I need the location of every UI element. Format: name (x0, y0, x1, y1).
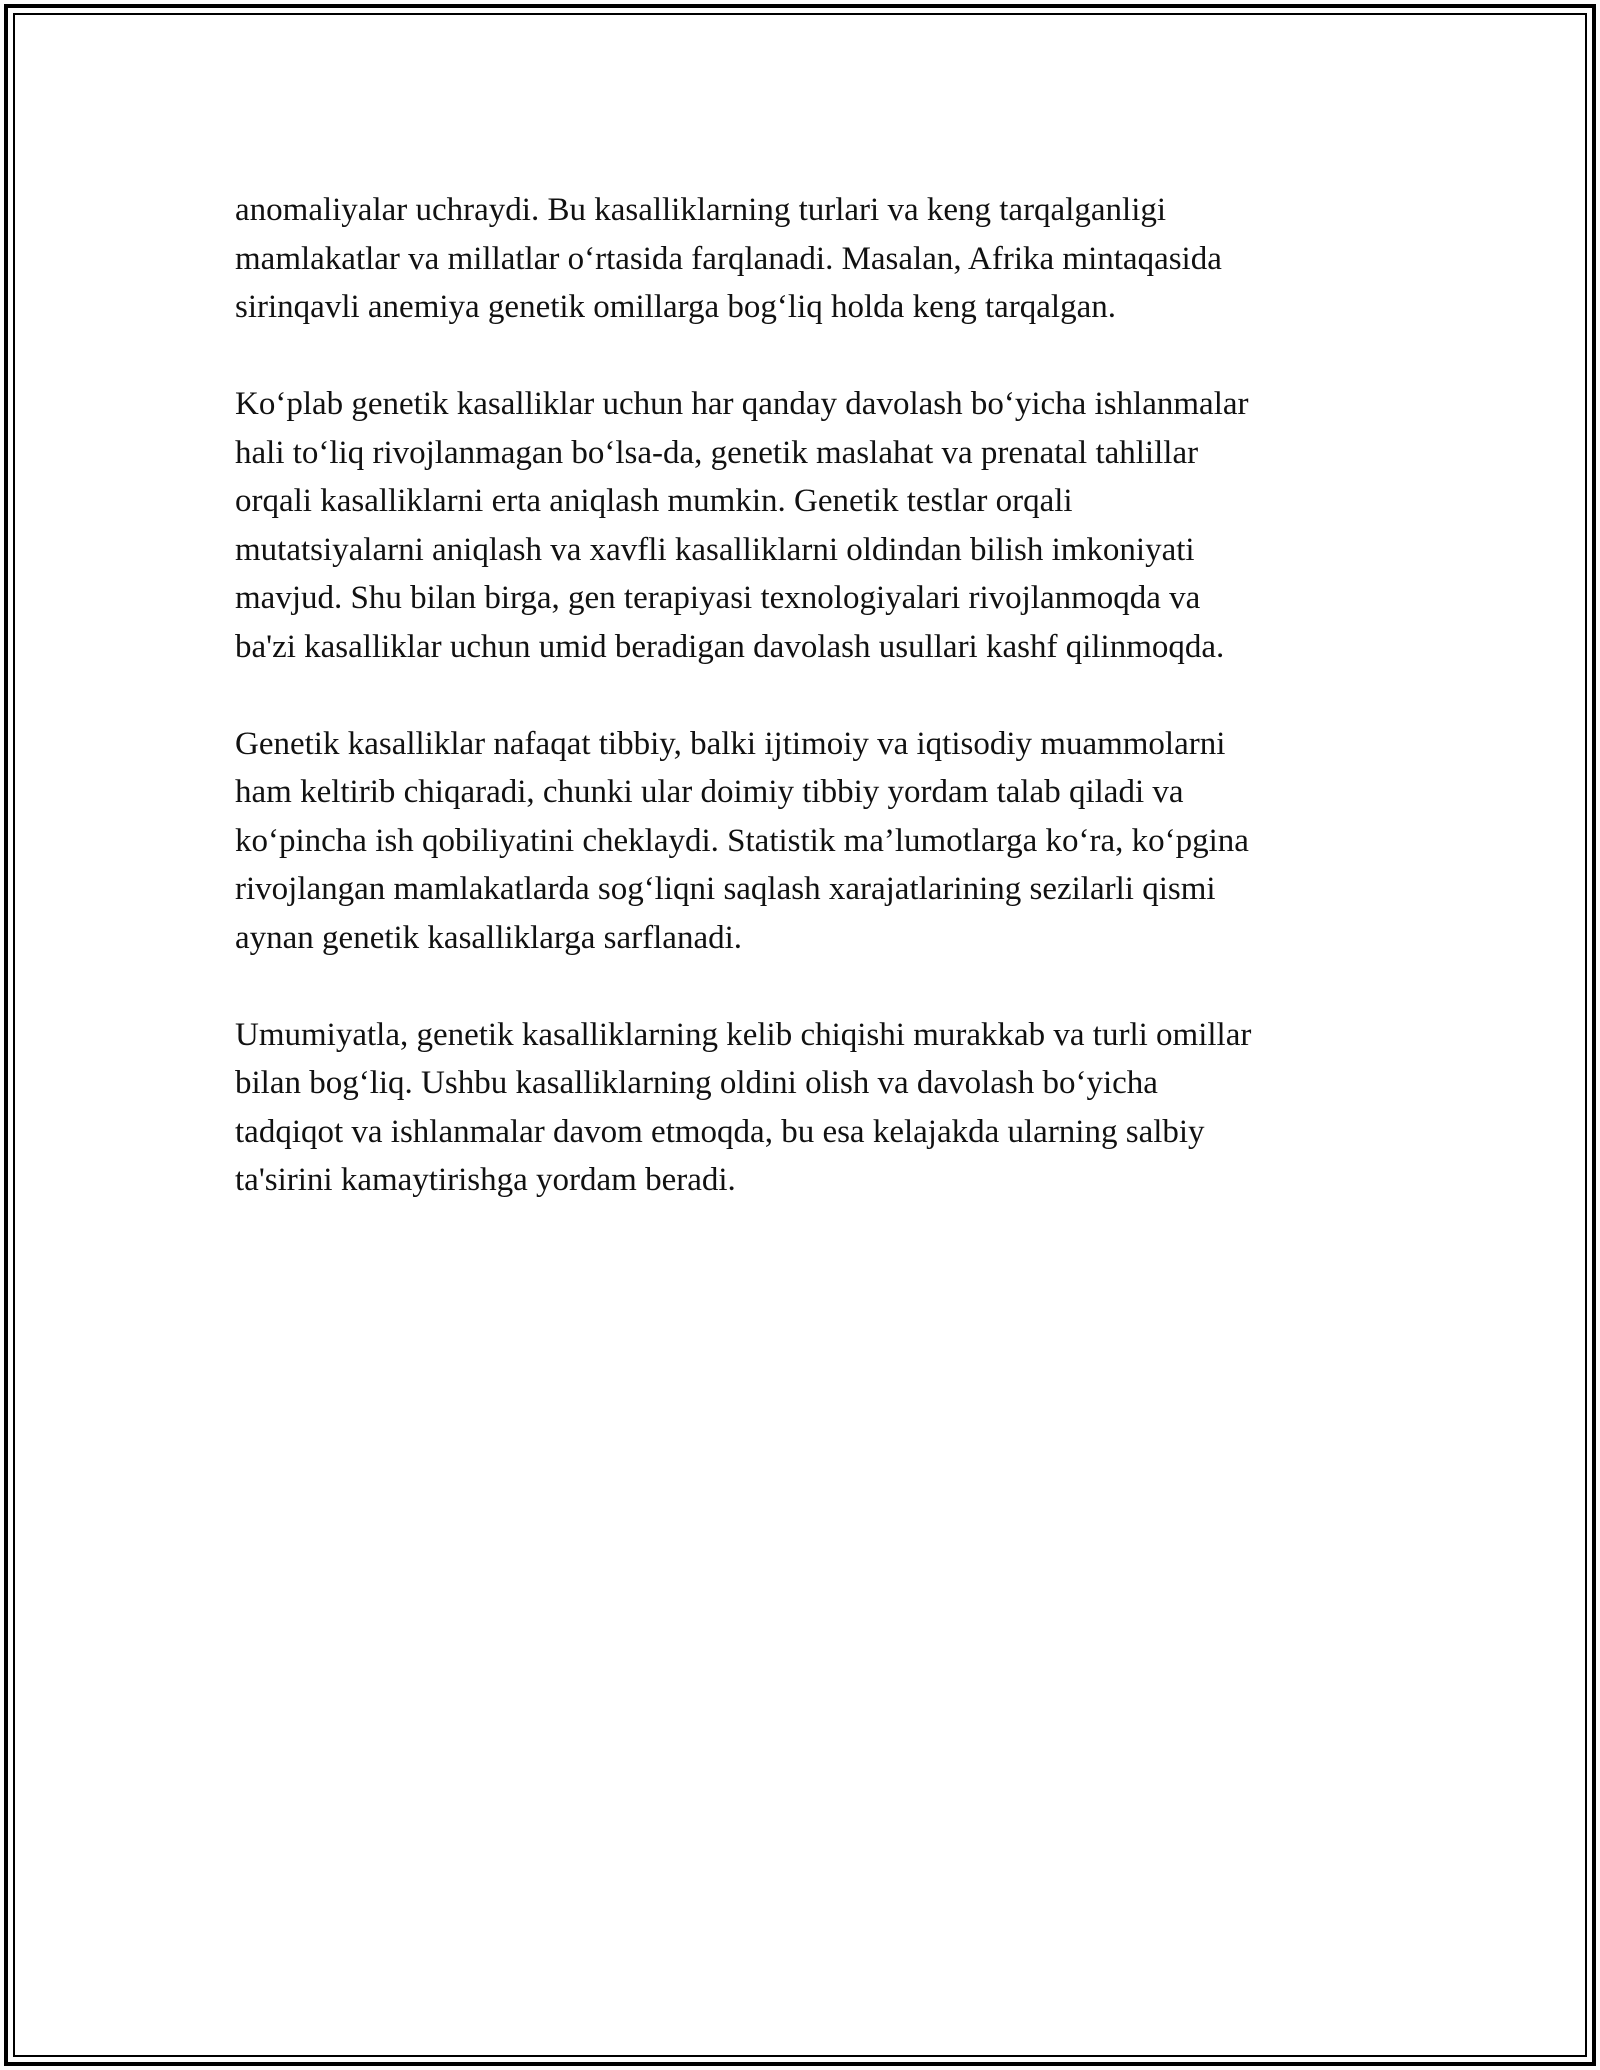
text-line: ba'zi kasalliklar uchun umid beradigan davolash usullari kashf qilinmoqda. (235, 628, 1225, 665)
text-line: Ko‘plab genetik kasalliklar uchun har qanday davolash bo‘yicha ishlanmalar (235, 386, 1249, 422)
text-line: ko‘pincha ish qobiliyatini cheklaydi. Statistik ma’lumotlarga ko‘ra, ko‘pgina (235, 822, 1249, 859)
text-line: anomaliyalar uchraydi. Bu kasalliklarning turlari va keng tarqalganligi (235, 192, 1167, 228)
text-line: mavjud. Shu bilan birga, gen terapiyasi texnologiyalari rivojlanmoqda va (235, 580, 1201, 616)
text-line: Genetik kasalliklar nafaqat tibbiy, balki ijtimoiy va iqtisodiy muammolarni (235, 725, 1226, 762)
text-line: hali to‘liq rivojlanmagan bo‘lsa-da, genetik maslahat va prenatal tahlillar (235, 434, 1199, 471)
text-line: orqali kasalliklarni erta aniqlash mumkin. Genetik testlar orqali (235, 483, 1073, 519)
text-line: Umumiyatla, genetik kasalliklarning kelib chiqishi murakkab va turli omillar (235, 1016, 1252, 1053)
text-line: ham keltirib chiqaradi, chunki ular doimiy tibbiy yordam talab qiladi va (235, 774, 1184, 810)
text-line: mamlakatlar va millatlar o‘rtasida farqlanadi. Masalan, Afrika mintaqasida (235, 240, 1222, 277)
paragraph-1 (235, 186, 1395, 332)
text-line: mutatsiyalarni aniqlash va xavfli kasalliklarni oldindan bilish imkoniyati (235, 531, 1195, 568)
paragraph-2 (235, 380, 1395, 671)
text-line: aynan genetik kasalliklarga sarflanadi. (235, 919, 743, 956)
paragraph-3 (235, 720, 1395, 963)
paragraph-4 (235, 1011, 1395, 1205)
document-body (235, 186, 1395, 1253)
text-line: sirinqavli anemiya genetik omillarga bog‘liq holda keng tarqalgan. (235, 289, 1116, 325)
text-line: bilan bog‘liq. Ushbu kasalliklarning oldini olish va davolash bo‘yicha (235, 1065, 1158, 1101)
text-line: tadqiqot va ishlanmalar davom etmoqda, bu esa kelajakda ularning salbiy (235, 1113, 1205, 1150)
text-line: rivojlangan mamlakatlarda sog‘liqni saqlash xarajatlarining sezilarli qismi (235, 871, 1216, 907)
text-line: ta'sirini kamaytirishga yordam beradi. (235, 1162, 736, 1198)
